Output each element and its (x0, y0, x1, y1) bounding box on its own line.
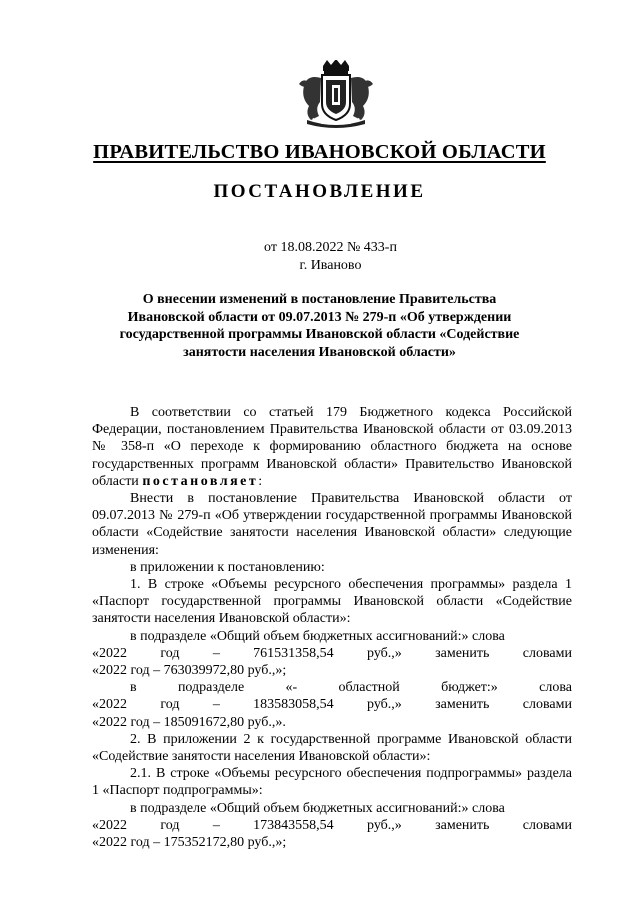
ivanovo-coat-of-arms-icon (295, 60, 377, 130)
city: г. Иваново (299, 258, 362, 273)
row-word: год (160, 697, 180, 713)
row-word: «- (285, 680, 298, 696)
preamble-text: В соответствии со статьей 179 Бюджетного кодекса Российской Федерации, постановлением Правительства Ивановской области от 03.09.2013 № 358-п «О переходе к формированию областного бюджета на основе государственных программ Ивановской области» Правительство Ивановской области (92, 405, 572, 489)
row-word: словами (522, 817, 572, 833)
row-word: заменить (435, 697, 490, 713)
row-word: 183583058,54 (253, 697, 334, 713)
row-word: руб.,» (367, 697, 402, 713)
item-2-paragraph: 2. В приложении 2 к государственной программе Ивановской области «Содействие занятости населения Ивановской области»: (92, 731, 572, 765)
row-word: заменить (435, 645, 490, 661)
row-word: бюджет:» (441, 680, 498, 696)
row-word: – (212, 697, 220, 713)
row-word: словами (522, 697, 572, 713)
subject-line: О внесении изменений в постановление Правительства (142, 292, 497, 307)
preamble-end: : (258, 473, 263, 489)
item-1-paragraph: 1. В строке «Объемы ресурсного обеспечения программы» раздела 1 «Паспорт государственной программы Ивановской области «Содействие занятости населения Ивановской области»: (92, 577, 572, 627)
preamble-paragraph (92, 404, 572, 490)
row-word: словами (522, 645, 572, 661)
organization-title (60, 141, 579, 164)
row-word: заменить (435, 817, 490, 833)
row-word: руб.,» (367, 817, 402, 833)
item-2-1-total-lead: в подразделе «Общий объем бюджетных ассигнований:» слова (130, 800, 505, 816)
document-meta (60, 239, 579, 275)
item-2-1-total-tail: «2022 год – 175352172,80 руб.,»; (92, 835, 287, 851)
appendix-intro: в приложении к постановлению: (130, 559, 325, 575)
row-word: слова (539, 680, 572, 696)
row-word: год (160, 817, 180, 833)
row-word: год (160, 645, 180, 661)
item-1-regional-tail: «2022 год – 185091672,80 руб.,». (92, 714, 286, 730)
document-type: ПОСТАНОВЛЕНИЕ (213, 181, 426, 202)
row-word: 173843558,54 (253, 817, 334, 833)
item-1-regional-row (92, 696, 572, 713)
row-word: подразделе (177, 680, 245, 696)
row-word: руб.,» (367, 645, 402, 661)
organization-title-text: ПРАВИТЕЛЬСТВО ИВАНОВСКОЙ ОБЛАСТИ (93, 141, 546, 163)
row-word: – (212, 645, 220, 661)
item-1-total-row (92, 645, 572, 662)
row-word: областной (338, 680, 400, 696)
item-2-1-total-row (92, 817, 572, 834)
date-number: от 18.08.2022 № 433-п (264, 240, 397, 255)
decision-word: постановляет (142, 473, 259, 489)
item-1-regional-lead (92, 679, 572, 696)
item-1-total-tail: «2022 год – 763039972,80 руб.,»; (92, 663, 287, 679)
row-word: «2022 (92, 645, 127, 661)
row-word: «2022 (92, 697, 127, 713)
subject-line: занятости населения Ивановской области» (183, 344, 456, 360)
row-word: в (130, 680, 137, 696)
row-word: – (212, 817, 220, 833)
document-subject (100, 291, 539, 361)
subject-line: государственной программы Ивановской области «Содействие (119, 327, 520, 342)
row-word: «2022 (92, 817, 127, 833)
row-word: 761531358,54 (253, 645, 334, 661)
subject-line: Ивановской области от 09.07.2013 № 279-п «Об утверждении (127, 309, 512, 325)
resolution-paragraph: Внести в постановление Правительства Ивановской области от 09.07.2013 № 279-п «Об утверждении государственной программы Ивановской области «Содействие занятости населения Ивановской области» следующие изменения: (92, 491, 572, 558)
item-1-total-lead: в подразделе «Общий объем бюджетных ассигнований:» слова (130, 628, 505, 644)
item-2-1-paragraph: 2.1. В строке «Объемы ресурсного обеспечения подпрограммы» раздела 1 «Паспорт подпрограммы»: (92, 766, 572, 799)
document-body (92, 404, 572, 851)
